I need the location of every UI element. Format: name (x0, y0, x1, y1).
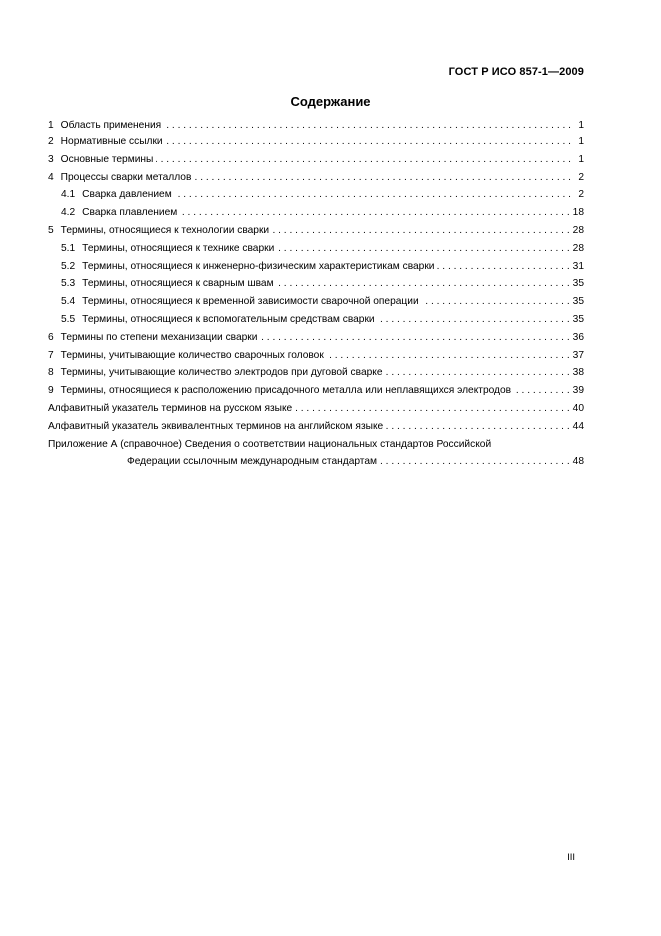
toc-entry-number: 5 (48, 224, 54, 236)
toc-entry-label (48, 385, 511, 396)
toc-entry-page: 1 (578, 136, 584, 147)
toc-entry-text: Термины, относящиеся к временной зависимости сварочной операции (82, 296, 419, 308)
toc-entry-label (48, 332, 257, 343)
toc-dot-leader (277, 278, 570, 289)
toc-entry-label (61, 261, 434, 272)
toc-entry-text: Термины, относящиеся к сварным швам (82, 278, 274, 290)
toc-entry-page: 37 (572, 349, 584, 361)
table-of-contents (48, 120, 584, 474)
toc-entry-page: 1 (578, 153, 584, 165)
toc-dot-leader (277, 243, 569, 254)
toc-entry-number: 5.2 (61, 260, 76, 272)
toc-dot-leader (166, 136, 571, 147)
page-number: III (567, 852, 575, 863)
toc-entry-number: 5.4 (61, 296, 76, 308)
toc-entry[interactable] (48, 225, 584, 243)
document-code-header: ГОСТ Р ИСО 857-1—2009 (448, 66, 584, 78)
toc-entry-label (48, 120, 161, 131)
toc-dot-leader (272, 225, 570, 236)
toc-entry-text: Сварка давлением (82, 189, 172, 201)
toc-entry-text: Область применения (60, 120, 162, 131)
toc-entry[interactable] (48, 403, 584, 421)
toc-entry[interactable] (48, 189, 584, 207)
toc-entry-number: 3 (48, 153, 54, 165)
toc-entry-label (48, 225, 269, 236)
toc-dot-leader (437, 261, 569, 272)
toc-dot-leader (260, 332, 569, 343)
toc-entry-text: Термины, учитывающие количество электродов при дуговой сварке (60, 367, 383, 379)
toc-entry-number: 9 (48, 385, 54, 397)
toc-dot-leader (386, 421, 569, 432)
toc-entry-page: 2 (578, 171, 584, 183)
toc-entry-page: 40 (572, 402, 584, 414)
toc-entry-number: 5.1 (61, 242, 76, 254)
toc-entry-text: Процессы сварки металлов (60, 171, 192, 183)
toc-entry-label (48, 172, 191, 183)
toc-entry[interactable] (48, 136, 584, 154)
toc-entry-label (61, 207, 177, 218)
toc-dot-leader (422, 296, 570, 307)
toc-entry[interactable] (48, 261, 584, 279)
page-title: Содержание (290, 94, 371, 109)
toc-annex-text-line2: Федерации ссылочным международным стандартам (127, 456, 378, 468)
toc-annex-text-line1: Приложение А (справочное) Сведения о соответствии национальных стандартов Российской (48, 438, 492, 450)
toc-entry-text: Термины, относящиеся к технике сварки (82, 242, 275, 254)
toc-entry-page: 28 (572, 224, 584, 236)
toc-annex-entry-line2[interactable] (48, 456, 584, 474)
toc-entry-label (61, 296, 419, 307)
toc-entry-label (48, 154, 153, 165)
toc-entry-number: 4.2 (61, 207, 76, 219)
toc-entry-label (48, 421, 383, 432)
toc-entry-text: Термины, относящиеся к инженерно-физическим характеристикам сварки (82, 260, 435, 272)
toc-entry-number: 4.1 (61, 189, 76, 201)
toc-entry-page: 38 (572, 367, 584, 379)
toc-dot-leader (378, 314, 570, 325)
toc-dot-leader (194, 172, 571, 183)
toc-entry-text: Термины, относящиеся к технологии сварки (60, 224, 270, 236)
toc-entry-page: 18 (572, 207, 584, 219)
toc-entry[interactable] (48, 296, 584, 314)
toc-entry[interactable] (48, 154, 584, 172)
toc-entry-page: 44 (572, 420, 584, 432)
toc-entry[interactable] (48, 367, 584, 385)
toc-entry-label (48, 136, 163, 147)
toc-entry-page: 31 (572, 260, 584, 272)
toc-entry-page: 1 (578, 120, 584, 131)
toc-entry[interactable] (48, 172, 584, 190)
toc-entry-number: 5.5 (61, 313, 76, 325)
toc-annex-entry-line1[interactable] (48, 439, 584, 457)
toc-entry-text: Алфавитный указатель терминов на русском языке (48, 402, 293, 414)
toc-entry-number: 8 (48, 367, 54, 379)
toc-entry-text: Термины, учитывающие количество сварочных головок (60, 349, 324, 361)
toc-entry[interactable] (48, 207, 584, 225)
toc-annex-page: 48 (572, 456, 584, 468)
toc-dot-leader (380, 456, 570, 467)
toc-entry-page: 28 (572, 242, 584, 254)
toc-entry[interactable] (48, 314, 584, 332)
toc-entry-number: 4 (48, 171, 54, 183)
toc-entry-number: 6 (48, 331, 54, 343)
toc-entry-page: 35 (572, 296, 584, 308)
toc-entry-page: 35 (572, 313, 584, 325)
toc-entry-text: Основные термины (60, 153, 154, 165)
toc-dot-leader (295, 403, 569, 414)
toc-entry[interactable] (48, 385, 584, 403)
toc-entry-page: 35 (572, 278, 584, 290)
toc-entry-page: 39 (572, 385, 584, 397)
toc-entry-number: 5.3 (61, 278, 76, 290)
toc-dot-leader (386, 367, 570, 378)
toc-entry-text: Сварка плавлением (82, 207, 178, 219)
toc-entry[interactable] (48, 243, 584, 261)
toc-entry-number: 7 (48, 349, 54, 361)
toc-entry-label (48, 403, 292, 414)
toc-entry-label (61, 189, 172, 200)
toc-entry-label (61, 278, 274, 289)
toc-entry-text: Термины по степени механизации сварки (60, 331, 258, 343)
toc-entry-label (61, 314, 375, 325)
toc-entry-page: 2 (578, 189, 584, 201)
toc-dot-leader (180, 207, 569, 218)
toc-entry-text: Термины, относящиеся к расположению присадочного металла или неплавящихся электродов (60, 385, 512, 397)
toc-entry[interactable] (48, 350, 584, 368)
toc-dot-leader (327, 350, 570, 361)
toc-entry-label (61, 243, 274, 254)
toc-entry[interactable] (48, 120, 584, 136)
toc-entry[interactable] (48, 421, 584, 439)
toc-entry-text: Алфавитный указатель эквивалентных терминов на английском языке (48, 420, 384, 432)
toc-entry[interactable] (48, 278, 584, 296)
toc-entry-label (48, 367, 383, 378)
toc-entry-number: 2 (48, 136, 54, 147)
toc-entry-text: Нормативные ссылки (60, 136, 163, 147)
toc-entry-text: Термины, относящиеся к вспомогательным средствам сварки (82, 313, 375, 325)
toc-entry-number: 1 (48, 120, 54, 131)
toc-dot-leader (164, 120, 571, 131)
toc-entry-label (48, 350, 324, 361)
toc-entry-page: 36 (572, 331, 584, 343)
toc-dot-leader (514, 385, 570, 396)
toc-entry[interactable] (48, 332, 584, 350)
toc-dot-leader (156, 154, 571, 165)
toc-dot-leader (175, 189, 571, 200)
